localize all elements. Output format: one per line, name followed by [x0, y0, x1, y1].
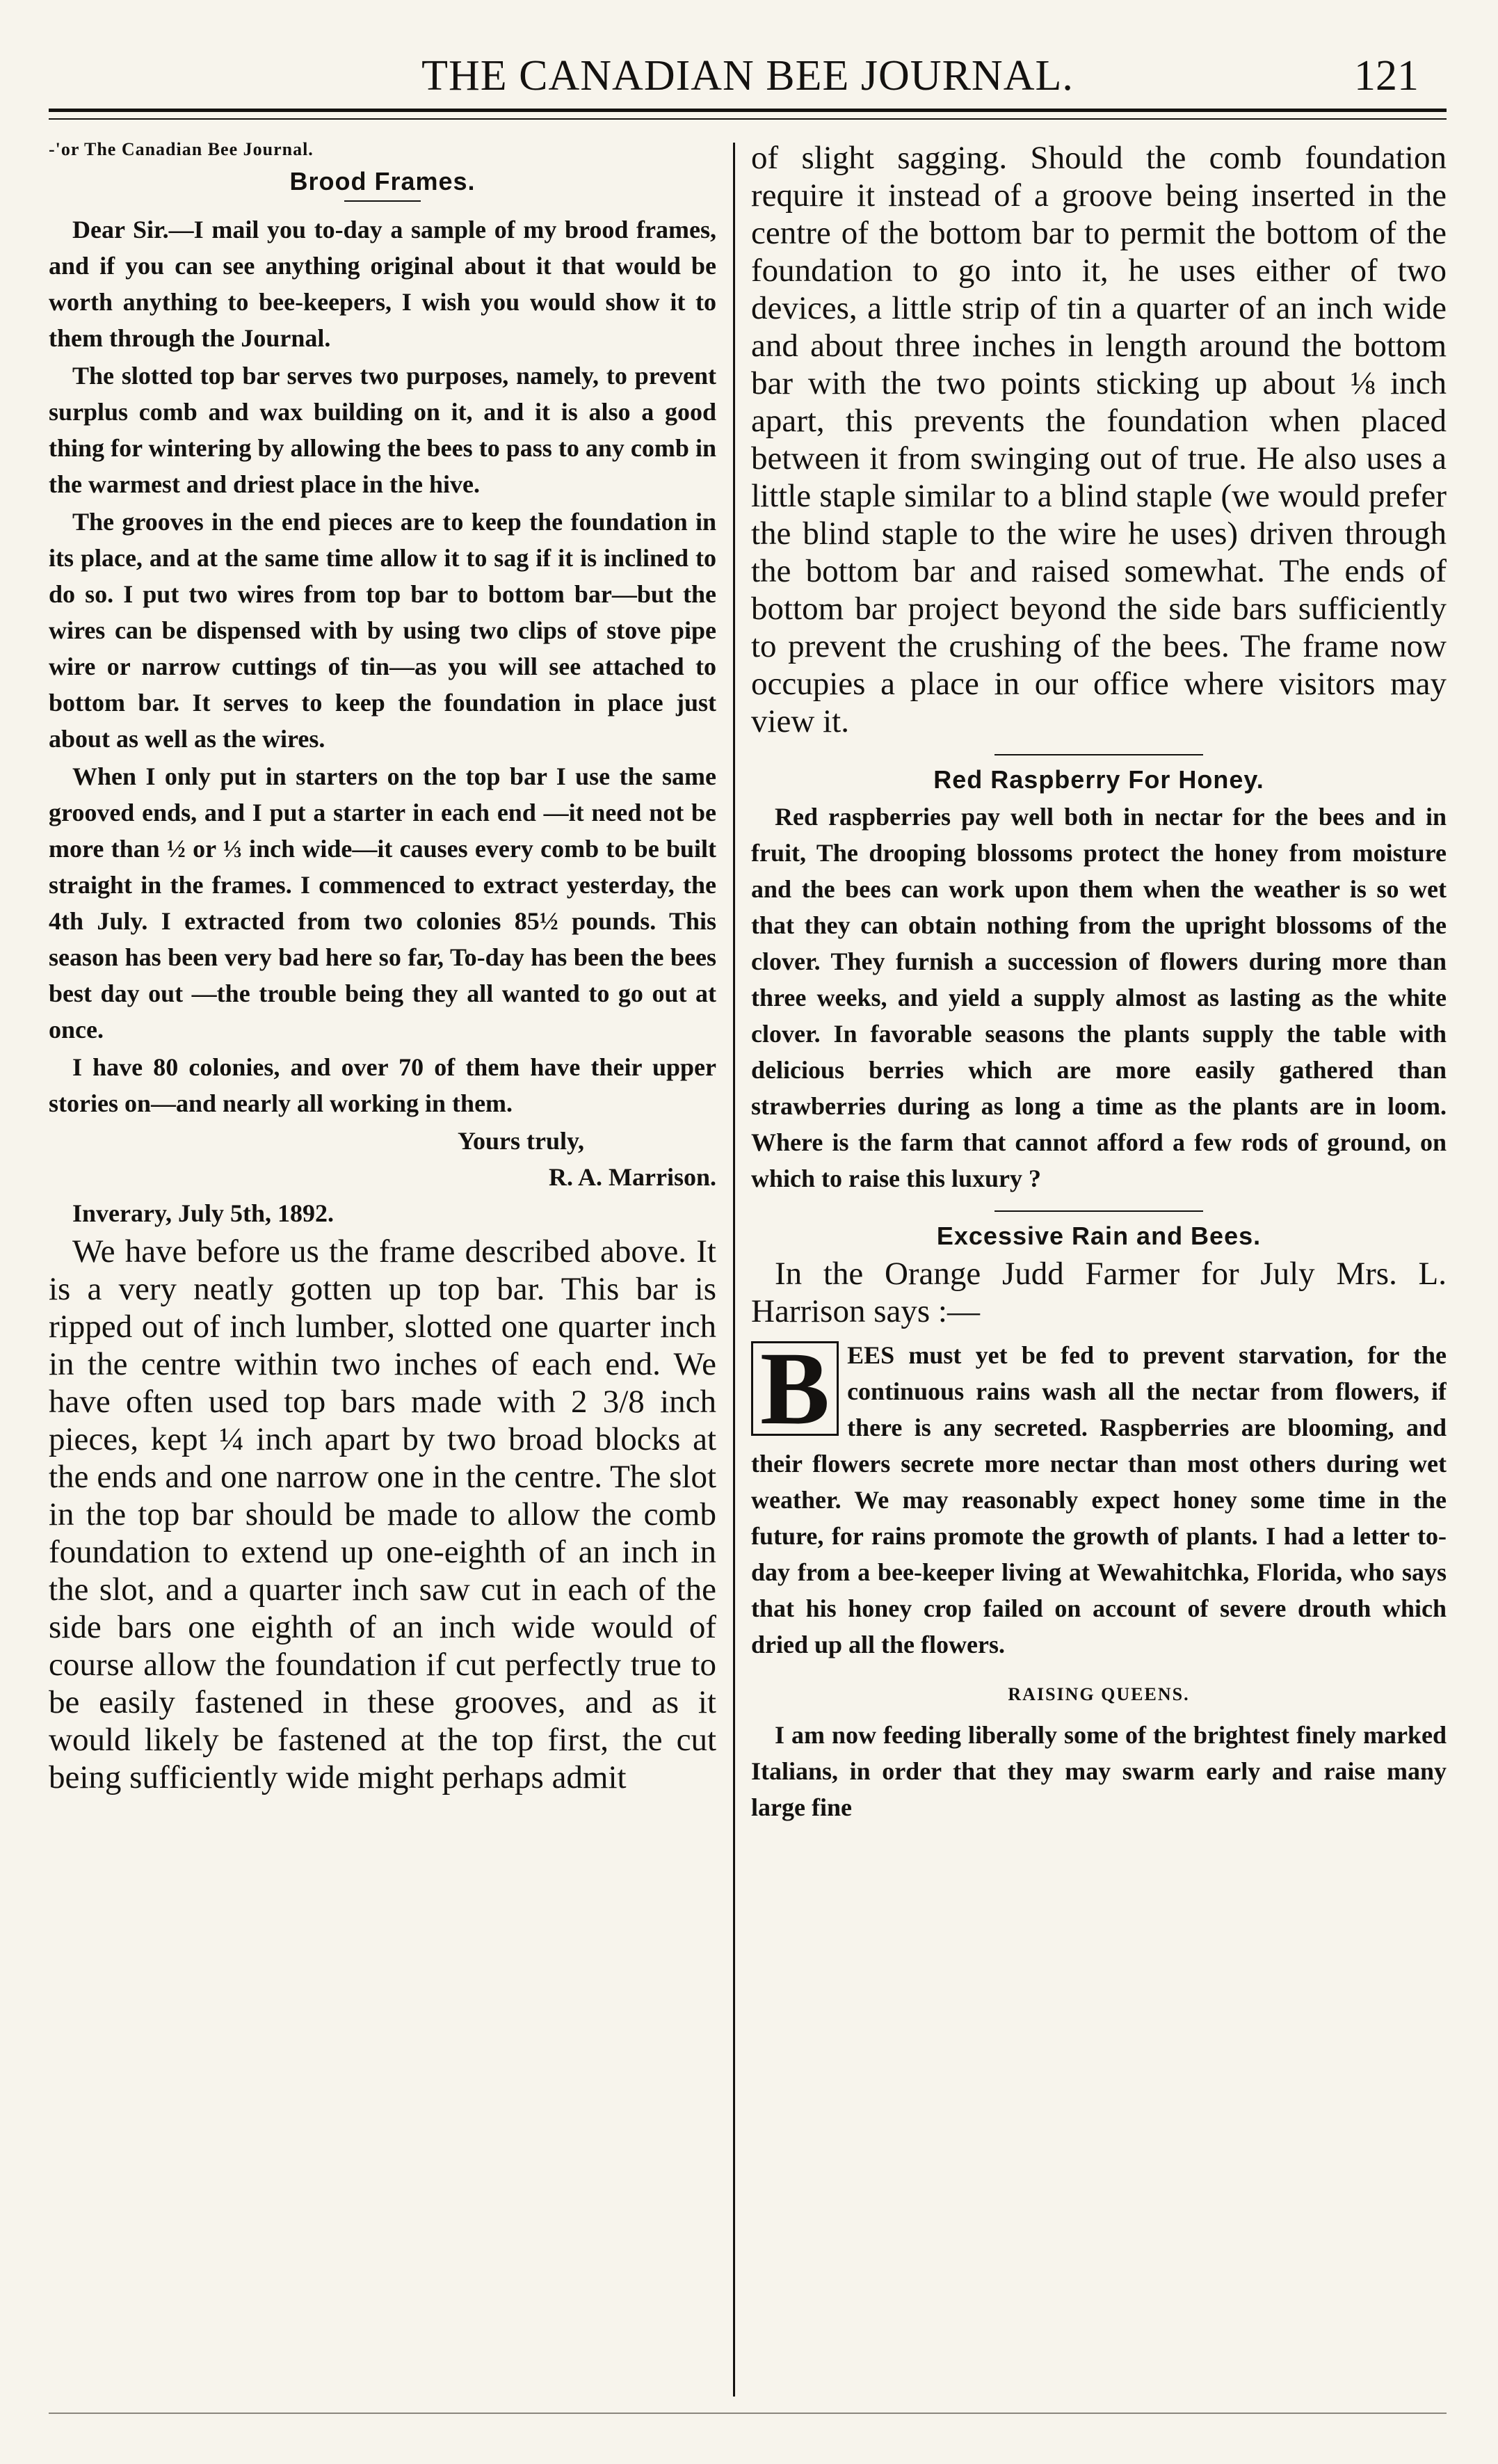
letter-body: [49, 211, 716, 1231]
article-heading-brood-frames: Brood Frames.: [289, 167, 476, 195]
letter-paragraph: Dear Sir.—I mail you to-day a sample of my brood frames, and if you can see anything original about it that would be worth anything to bee-keepers, I wish you would show it to them through the Journal.: [49, 216, 716, 352]
article-heading-rain: Excessive Rain and Bees.: [936, 1222, 1262, 1250]
raspberry-body: [751, 799, 1447, 1197]
intro-paragraph: In the Orange Judd Farmer for July Mrs. L. Harrison says :—: [751, 1256, 1447, 1329]
signature-block: [49, 1123, 716, 1195]
journal-title: THE CANADIAN BEE JOURNAL.: [421, 52, 1074, 99]
letter-paragraph: When I only put in starters on the top bar I use the same grooved ends, and I put a starter in each end —it need not be more than ½ or ⅓ inch wide—it causes every comb to be built straight in the frames. I commenced to extract yesterday, the 4th July. I extracted from two colonies 85½ pounds. This season has been very bad here so far, To-day has been the bees best day out —the trouble being they all wanted to go out at once.: [49, 762, 716, 1043]
editorial-comment: [49, 1233, 716, 1796]
continuation-paragraph: of slight sagging. Should the comb foundation require it instead of a groove being inserted in the centre of the bottom bar to permit the bottom of the foundation to go into it, he uses either of two devices, a little strip of tin a quarter of an inch wide and about three inches in length around the bottom bar with the two points sticking up about ⅛ inch apart, this prevents the foundation when placed between it from swinging out of true. He also uses a little staple similar to a blind staple (we would prefer the blind staple to the wire he uses) driven through the bottom bar and raised somewhat. The ends of bottom bar project beyond the side bars sufficiently to prevent the crushing of the bees. The frame now occupies a place in our office where visitors may view it.: [751, 140, 1447, 739]
section-rule: [994, 1210, 1203, 1212]
right-column: [751, 139, 1447, 2414]
section-rule: [994, 754, 1203, 755]
queens-paragraph: I am now feeding liberally some of the brightest finely marked Italians, in order that they may swarm early and raise many large fine: [751, 1721, 1447, 1821]
article-heading-raspberry: Red Raspberry For Honey.: [933, 765, 1264, 794]
rain-body: [751, 1331, 1447, 1825]
letter-paragraph: The grooves in the end pieces are to keep the foundation in its place, and at the same time allow it to sag if it is inclined to do so. I put two wires from top bar to bottom bar—but the wires can be dispensed with by using two clips of stove pipe wire or narrow cuttings of tin—as you will see attached to bottom bar. It serves to keep the foundation in place just about as well as the wires.: [49, 508, 716, 753]
drop-cap: B: [751, 1341, 839, 1436]
subheading-raising-queens: RAISING QUEENS.: [1008, 1684, 1190, 1704]
letter-paragraph: I have 80 colonies, and over 70 of them have their upper stories on—and nearly all working in them.: [49, 1053, 716, 1117]
source-line: -'or The Canadian Bee Journal.: [49, 139, 314, 159]
place-date: Inverary, July 5th, 1892.: [72, 1199, 335, 1227]
editorial-paragraph: We have before us the frame described above. It is a very neatly gotten up top bar. This bar is ripped out of inch lumber, slotted one quarter inch in the centre within two inches of each end. We have often used top bars made with 2 3/8 inch pieces, kept ¼ inch apart by two broad blocks at the ends and one narrow one in the centre. The slot in the top bar should be made to allow the comb foundation to extend up one-eighth of an inch in the slot, and a quarter inch saw cut in each of the side bars one eighth of an inch wide would of course allow the foundation if cut perfectly true to be easily fastened in these grooves, and as it would likely be fastened at the top first, the cut being sufficiently wide might perhaps admit: [49, 1233, 716, 1795]
rain-intro: [751, 1255, 1447, 1330]
raspberry-paragraph: Red raspberries pay well both in nectar for the bees and in fruit, The drooping blossoms protect the honey from moisture and the bees can work upon them when the weather is so wet that they can obtain nothing from the upright blossoms of the clover. They furnish a succession of flowers during more than three weeks, and yield a supply almost as lasting as the white clover. In favorable seasons the plants supply the table with delicious berries which are more easily gathered than strawberries during as long a time as the plants are in loom. Where is the farm that cannot afford a few rods of ground, on which to raise this luxury ?: [751, 803, 1447, 1192]
editorial-continuation: [751, 139, 1447, 740]
rain-text: EES must yet be fed to prevent starvation, for the continuous rains wash all the nectar from flowers, if there is any secreted. Raspberries are blooming, and their flowers secrete more nectar than most others during wet weather. We may reasonably expect honey some time in the future, for rains promote the growth of plants. I had a letter to-day from a bee-keeper living at Wewahitchka, Florida, who says that his honey crop failed on account of severe drouth which dried up all the flowers.: [751, 1341, 1447, 1658]
letter-paragraph: The slotted top bar serves two purposes, namely, to prevent surplus comb and wax building on it, and it is also a good thing for wintering by allowing the bees to pass to any comb in the warmest and driest place in the hive.: [49, 362, 716, 498]
signature: R. A. Marrison.: [549, 1163, 716, 1191]
header-rule-thick: [49, 109, 1447, 112]
journal-page: [49, 42, 1447, 2435]
page-number: 121: [1354, 52, 1419, 99]
header-rule-thin: [49, 118, 1447, 120]
column-divider: [733, 143, 735, 2397]
rain-paragraph: [751, 1331, 1447, 1663]
page-header: [49, 42, 1447, 111]
heading-rule: [344, 200, 421, 202]
left-column: [49, 139, 716, 2414]
page-bottom-edge: [49, 2413, 1447, 2414]
closing: Yours truly,: [457, 1127, 584, 1155]
